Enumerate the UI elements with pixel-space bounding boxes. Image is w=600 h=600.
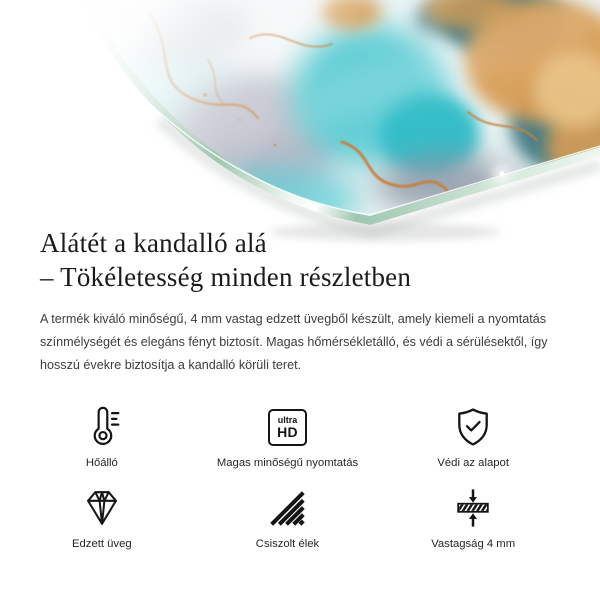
feature-heat-resistant bbox=[9, 400, 195, 471]
description-line: színmélységét és elegáns fényt biztosít. Magas hőmérsékletálló, és védi a sérülésektől, így bbox=[40, 335, 548, 350]
feature-polished-edges bbox=[195, 481, 381, 552]
feature-label: Vastagság 4 mm bbox=[431, 538, 516, 550]
description-line: A termék kiváló minőségű, 4 mm vastag edzett üvegből készült, amely kiemeli a nyomtatás bbox=[40, 312, 547, 326]
thickness-icon bbox=[450, 485, 496, 531]
title-line-2: – Tökéletesség minden részletben bbox=[40, 262, 412, 292]
product-photo bbox=[0, 0, 600, 250]
feature-label: Hőálló bbox=[85, 457, 118, 469]
ultra-hd-icon: ultra HD bbox=[268, 409, 307, 446]
feature-tempered-glass bbox=[9, 481, 195, 552]
feature-label: Csiszolt élek bbox=[255, 538, 320, 550]
polished-edges-icon bbox=[264, 485, 310, 531]
feature-label: Védi az alapot bbox=[437, 457, 509, 469]
feature-protects-base bbox=[380, 400, 566, 471]
description-line: hosszú évekre biztosítja a kandalló körüli teret. bbox=[40, 358, 302, 373]
product-description bbox=[40, 308, 548, 378]
feature-ultra-hd-print bbox=[195, 400, 381, 471]
feature-label: Edzett üveg bbox=[71, 538, 132, 550]
thermometer-icon bbox=[79, 404, 125, 450]
shield-check-icon bbox=[450, 404, 496, 450]
page-title bbox=[40, 226, 411, 294]
feature-thickness bbox=[380, 481, 566, 552]
feature-label: Magas minőségű nyomtatás bbox=[216, 457, 359, 469]
diamond-icon bbox=[79, 485, 125, 531]
title-line-1: Alátét a kandalló alá bbox=[40, 228, 267, 258]
features-grid bbox=[9, 400, 566, 552]
panel-artwork bbox=[45, 0, 600, 235]
